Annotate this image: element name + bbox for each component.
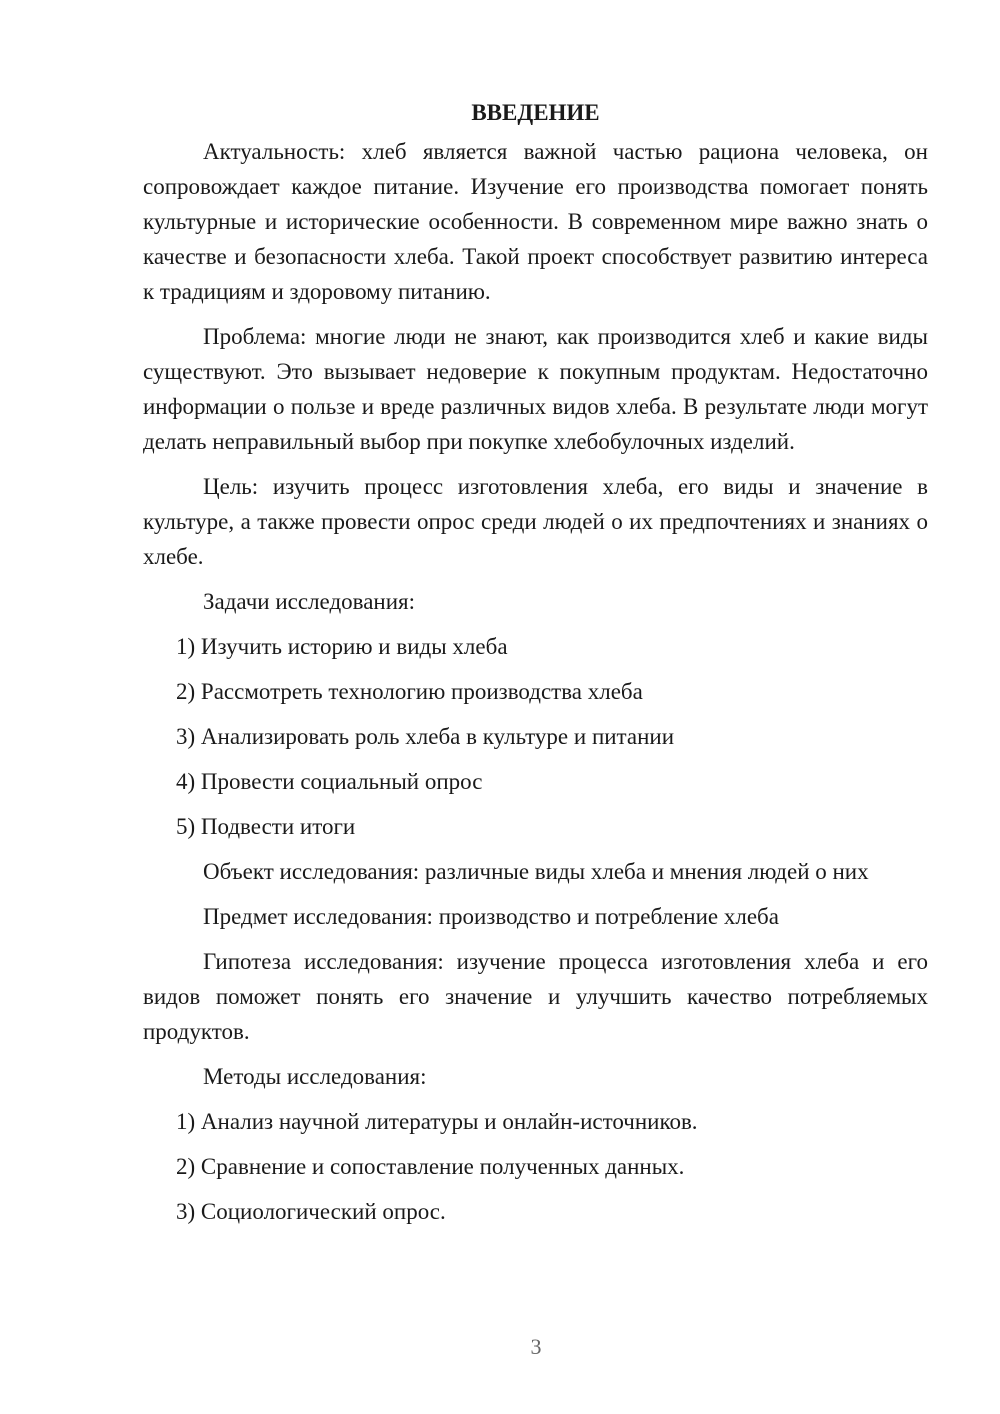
page-title: ВВЕДЕНИЕ	[471, 100, 600, 125]
tasks-heading: Задачи исследования:	[203, 589, 416, 614]
list-item-task: 2) Рассмотреть технологию производства хлеба	[176, 679, 643, 704]
document-body	[143, 95, 928, 1239]
relevance-paragraph: Актуальность: хлеб является важной частью рациона человека, он сопровождает каждое питание. Изучение его производства помогает понять культурные и исторические особенности. В современном мире важно знать о качестве и безопасности хлеба. Такой проект способствует развитию интереса к традициям и здоровому питанию.	[143, 139, 928, 304]
list-item-task: 4) Провести социальный опрос	[176, 769, 483, 794]
goal-paragraph: Цель: изучить процесс изготовления хлеба, его виды и значение в культуре, а также провести опрос среди людей о их предпочтениях и знаниях о хлебе.	[143, 474, 928, 569]
list-item-task: 1) Изучить историю и виды хлеба	[176, 634, 508, 659]
object-paragraph: Объект исследования: различные виды хлеба и мнения людей о них	[203, 859, 869, 884]
methods-heading: Методы исследования:	[203, 1064, 427, 1089]
problem-paragraph: Проблема: многие люди не знают, как производится хлеб и какие виды существуют. Это вызывает недоверие к покупным продуктам. Недостаточно информации о пользе и вреде различных видов хлеба. В результате люди могут делать неправильный выбор при покупке хлебобулочных изделий.	[143, 324, 928, 454]
list-item-task: 5) Подвести итоги	[176, 814, 356, 839]
list-item-method: 3) Социологический опрос.	[176, 1199, 446, 1224]
hypothesis-paragraph: Гипотеза исследования: изучение процесса изготовления хлеба и его видов поможет понять его значение и улучшить качество потребляемых продуктов.	[143, 949, 928, 1044]
list-item-task: 3) Анализировать роль хлеба в культуре и питании	[176, 724, 675, 749]
subject-paragraph: Предмет исследования: производство и потребление хлеба	[203, 904, 779, 929]
page-number: 3	[530, 1334, 542, 1359]
list-item-method: 2) Сравнение и сопоставление полученных данных.	[176, 1154, 685, 1179]
list-item-method: 1) Анализ научной литературы и онлайн-источников.	[176, 1109, 698, 1134]
